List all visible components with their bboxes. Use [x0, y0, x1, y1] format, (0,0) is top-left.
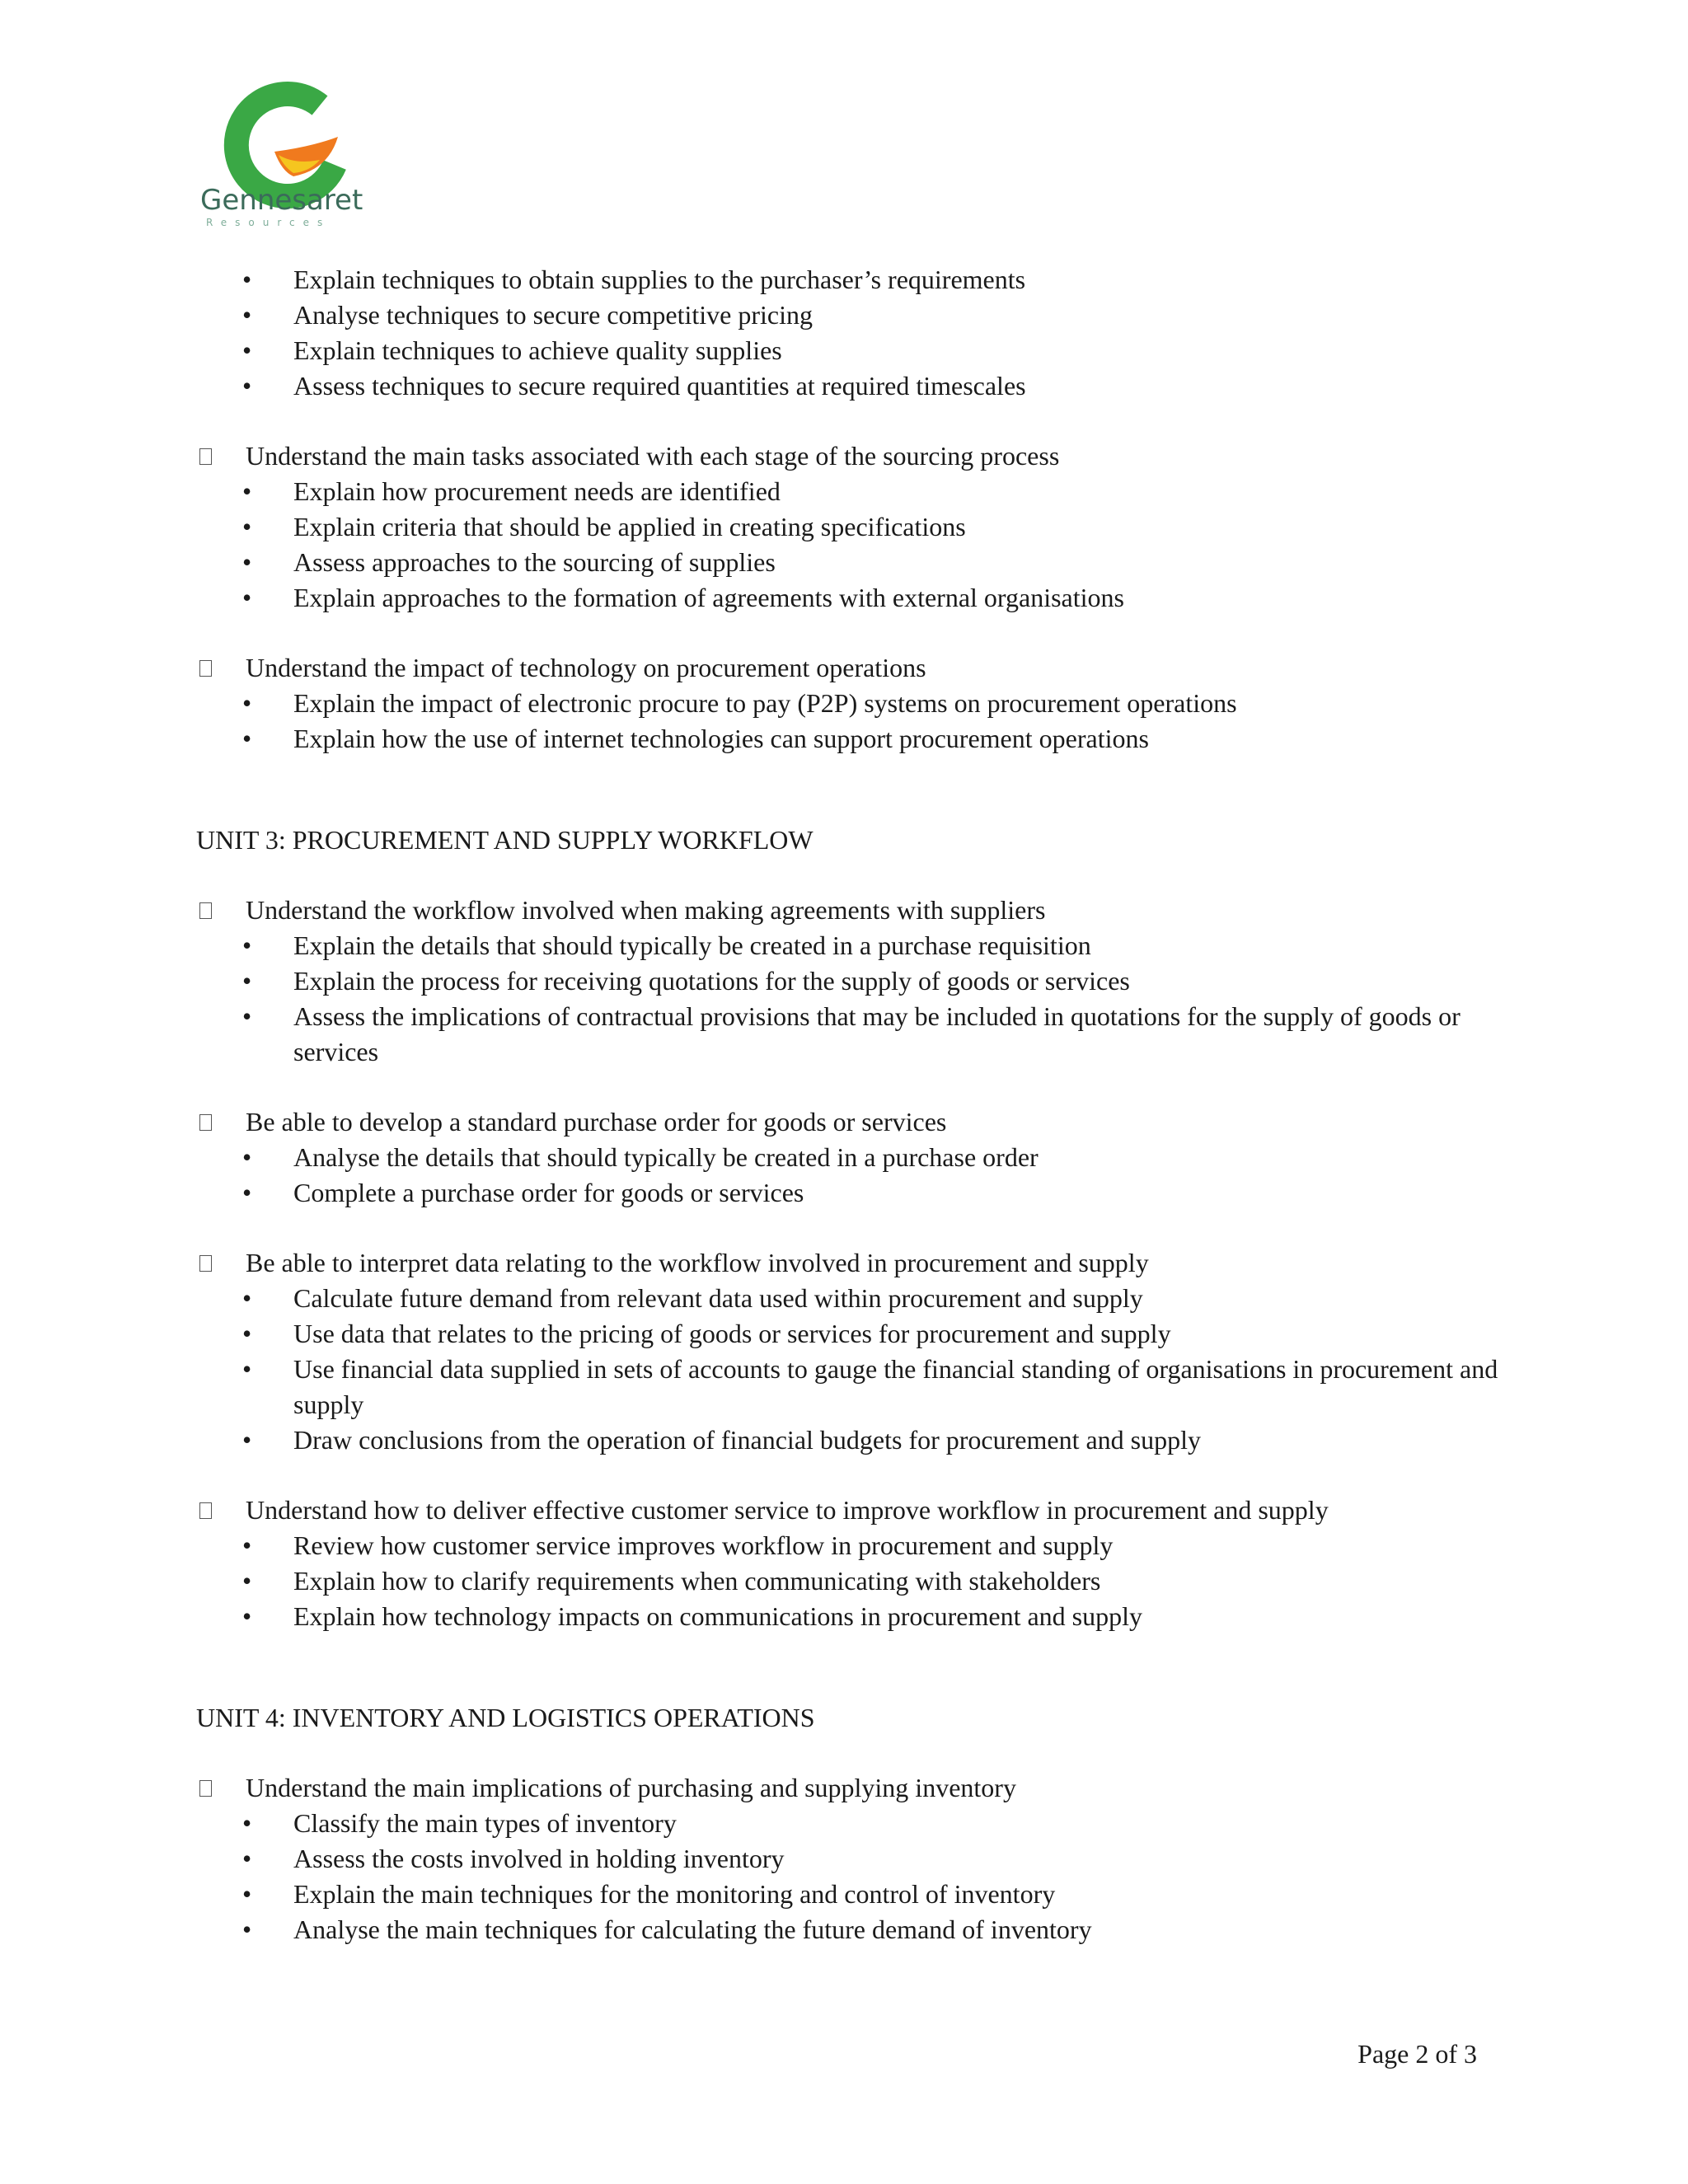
bullet-item: • Assess the implications of contractual provisions that may be included in quotations for the supply of goods or services [242, 1001, 1461, 1066]
bullet-item: • Explain how to clarify requirements when communicating with stakeholders [242, 1566, 1101, 1596]
bullet-item: • Explain techniques to achieve quality supplies [242, 335, 782, 365]
document-body [196, 262, 1498, 1947]
bullet-item: • Explain the process for receiving quotations for the supply of goods or services [242, 966, 1130, 996]
gennesaret-logo-icon [196, 73, 365, 229]
objective-bullet-list [196, 474, 1498, 616]
bullet-item: • Assess approaches to the sourcing of supplies [242, 547, 776, 577]
bullet-item: • Explain techniques to obtain supplies to the purchaser’s requirements [242, 265, 1026, 294]
bullet-item: • Explain the impact of electronic procure to pay (P2P) systems on procurement operations [242, 688, 1237, 718]
objective-bullet-list [196, 1140, 1498, 1211]
bullet-item: • Analyse the main techniques for calculating the future demand of inventory [242, 1915, 1092, 1944]
checkbox-glyph-icon [199, 1255, 212, 1272]
unit-3-heading: UNIT 3: PROCUREMENT AND SUPPLY WORKFLOW [196, 825, 814, 855]
bullet-item: • Complete a purchase order for goods or services [242, 1178, 804, 1207]
learning-objective: Understand how to deliver effective customer service to improve workflow in procurement and supply [196, 1493, 1498, 1528]
learning-objective: Understand the main tasks associated with each stage of the sourcing process [196, 438, 1498, 474]
checkbox-glyph-icon [199, 1502, 212, 1519]
bullet-item: • Draw conclusions from the operation of financial budgets for procurement and supply [242, 1425, 1202, 1455]
learning-objective: Understand the main implications of purchasing and supplying inventory [196, 1770, 1498, 1806]
objective-bullet-list [196, 1806, 1498, 1947]
bullet-item: • Explain the main techniques for the monitoring and control of inventory [242, 1879, 1056, 1909]
bullet-item: • Explain criteria that should be applied in creating specifications [242, 512, 966, 541]
checkbox-glyph-icon [199, 902, 212, 919]
objective-bullet-list [196, 1528, 1498, 1634]
objective-bullet-list [196, 686, 1498, 757]
logo-brand-sub: Resources [206, 217, 331, 228]
unit-4-heading: UNIT 4: INVENTORY AND LOGISTICS OPERATIONS [196, 1703, 815, 1732]
bullet-item: • Review how customer service improves workflow in procurement and supply [242, 1530, 1114, 1560]
bullet-item: • Explain how the use of internet technologies can support procurement operations [242, 724, 1149, 753]
bullet-item: • Classify the main types of inventory [242, 1808, 677, 1838]
bullet-item: • Use data that relates to the pricing of goods or services for procurement and supply [242, 1319, 1171, 1348]
bullet-item: • Analyse the details that should typically be created in a purchase order [242, 1142, 1039, 1172]
learning-objective: Understand the workflow involved when making agreements with suppliers [196, 893, 1498, 928]
logo-brand-name: Gennesaret [200, 184, 363, 217]
bullet-item: • Use financial data supplied in sets of accounts to gauge the financial standing of organisations in procurement and supply [242, 1354, 1498, 1419]
bullet-item: • Analyse techniques to secure competitive pricing [242, 300, 814, 330]
bullet-item: • Explain how technology impacts on communications in procurement and supply [242, 1601, 1143, 1631]
checkbox-glyph-icon [199, 448, 212, 465]
bullet-item: • Explain the details that should typically be created in a purchase requisition [242, 930, 1091, 960]
checkbox-glyph-icon [199, 1114, 212, 1131]
page-number: Page 2 of 3 [1357, 2039, 1477, 2069]
bullet-item: • Calculate future demand from relevant data used within procurement and supply [242, 1283, 1143, 1313]
learning-objective: Understand the impact of technology on procurement operations [196, 650, 1498, 686]
bullet-item: • Explain how procurement needs are identified [242, 476, 781, 506]
learning-objective: Be able to interpret data relating to the workflow involved in procurement and supply [196, 1245, 1498, 1281]
gennesaret-logo [196, 73, 365, 229]
objective-bullet-list [196, 928, 1498, 1070]
bullet-item: • Assess techniques to secure required quantities at required timescales [242, 371, 1026, 401]
objective-bullet-list [196, 1281, 1498, 1458]
learning-objective: Be able to develop a standard purchase order for goods or services [196, 1104, 1498, 1140]
bullet-item: • Explain approaches to the formation of agreements with external organisations [242, 583, 1124, 612]
checkbox-glyph-icon [199, 1780, 212, 1797]
intro-bullet-list [196, 262, 1498, 404]
bullet-item: • Assess the costs involved in holding inventory [242, 1844, 785, 1873]
checkbox-glyph-icon [199, 660, 212, 677]
